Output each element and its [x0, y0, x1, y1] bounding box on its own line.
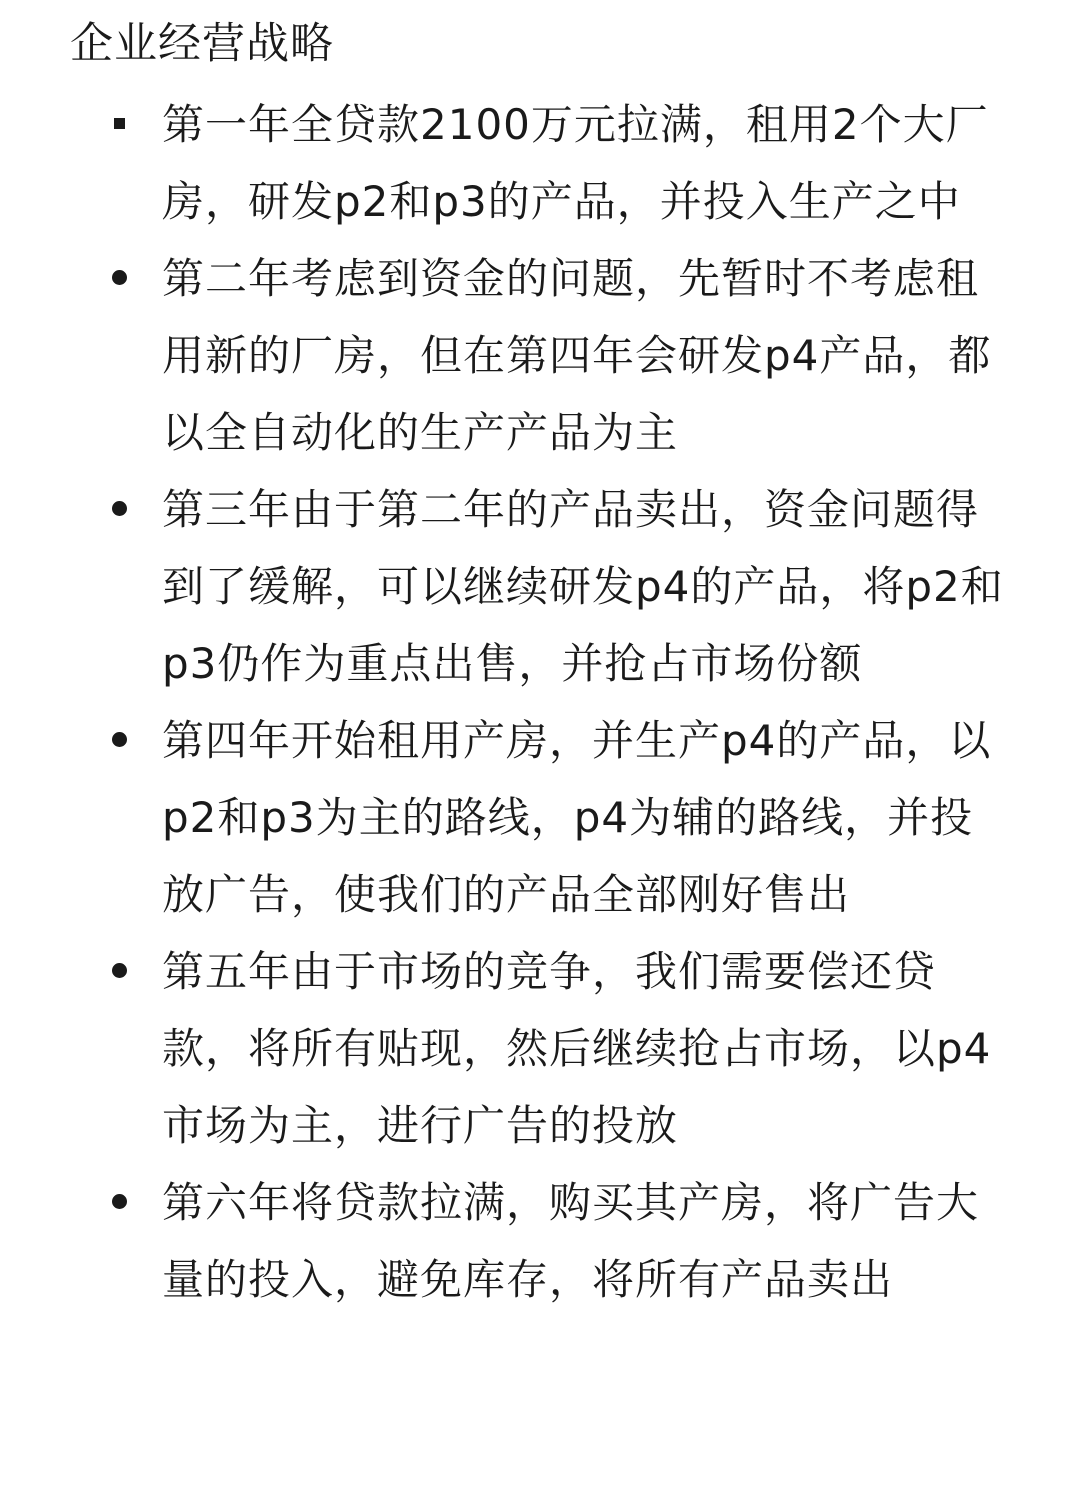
disc-bullet-icon: [112, 270, 127, 285]
square-bullet-icon: [114, 118, 125, 129]
disc-bullet-icon: [112, 963, 127, 978]
list-item-text: 第二年考虑到资金的问题，先暂时不考虑租用新的厂房，但在第四年会研发p4产品，都以全自动化的生产产品为主: [162, 254, 992, 457]
disc-bullet-icon: [112, 1194, 127, 1209]
list-item-text: 第四年开始租用产房，并生产p4的产品，以p2和p3为主的路线，p4为辅的路线，并投放广告，使我们的产品全部刚好售出: [162, 716, 992, 919]
list-item-text: 第一年全贷款2100万元拉满，租用2个大厂房，研发p2和p3的产品，并投入生产之中: [162, 100, 989, 226]
list-item-year-1: [0, 86, 1080, 240]
list-item-year-4: [0, 702, 1080, 933]
document-title: 企业经营战略: [70, 19, 334, 69]
list-item-year-6: [0, 1164, 1080, 1318]
strategy-list: [0, 86, 1080, 1318]
list-item-year-3: [0, 471, 1080, 702]
disc-bullet-icon: [112, 501, 127, 516]
disc-bullet-icon: [112, 732, 127, 747]
list-item-text: 第六年将贷款拉满，购买其产房，将广告大量的投入，避免库存，将所有产品卖出: [162, 1178, 980, 1304]
list-item-text: 第三年由于第二年的产品卖出，资金问题得到了缓解，可以继续研发p4的产品，将p2和p3仍作为重点出售，并抢占市场份额: [162, 485, 1004, 688]
list-item-year-2: [0, 240, 1080, 471]
list-item-year-5: [0, 933, 1080, 1164]
list-item-text: 第五年由于市场的竞争，我们需要偿还贷款，将所有贴现，然后继续抢占市场，以p4市场为主，进行广告的投放: [162, 947, 992, 1150]
